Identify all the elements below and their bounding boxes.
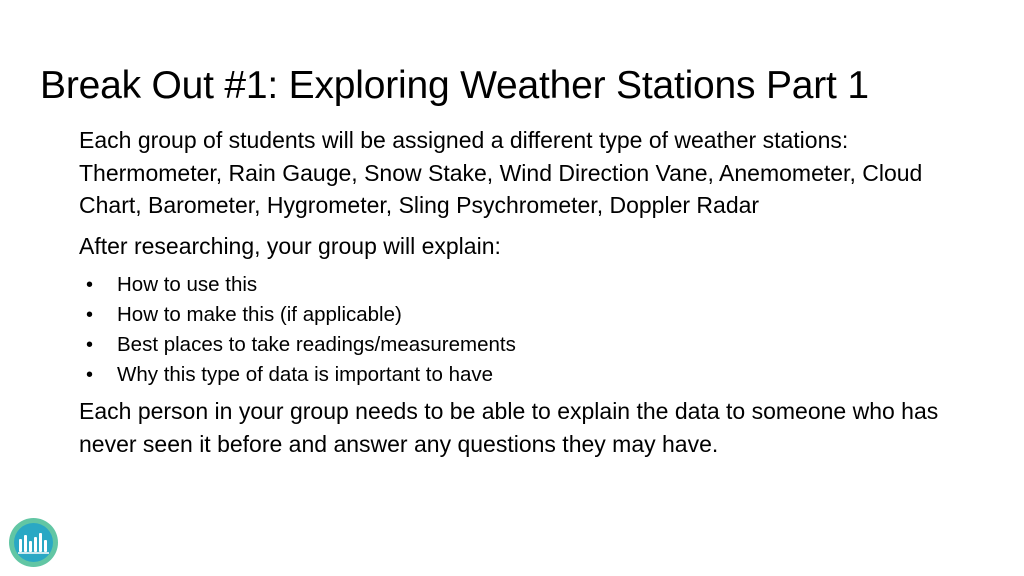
closing-paragraph: Each person in your group needs to be able to explain the data to someone who has never seen it before and answer any questions they may have. bbox=[79, 398, 939, 457]
weather-station-logo-icon bbox=[8, 517, 59, 568]
list-item bbox=[79, 300, 979, 330]
list-item bbox=[79, 270, 979, 300]
bullet-icon: • bbox=[86, 334, 94, 356]
slide-body bbox=[79, 124, 979, 468]
list-item-text: Best places to take readings/measurements bbox=[117, 333, 516, 356]
explain-heading: After researching, your group will explain: bbox=[79, 232, 501, 259]
explain-list bbox=[79, 270, 979, 390]
list-item bbox=[79, 330, 979, 360]
list-item bbox=[79, 360, 979, 390]
list-item-text: How to use this bbox=[117, 273, 258, 296]
bullet-icon: • bbox=[86, 364, 94, 386]
list-item-text: How to make this (if applicable) bbox=[117, 303, 402, 326]
bullet-icon: • bbox=[86, 304, 94, 326]
bullet-icon: • bbox=[86, 274, 94, 296]
intro-paragraph: Each group of students will be assigned a different type of weather stations: Thermometer, Rain Gauge, Snow Stake, Wind Direction Vane, Anemometer, Cloud Chart, Barometer, Hygrometer, Sling Psychrometer, Doppler Radar bbox=[79, 127, 923, 218]
list-item-text: Why this type of data is important to have bbox=[117, 363, 494, 386]
slide-title: Break Out #1: Exploring Weather Stations Part 1 bbox=[40, 64, 869, 107]
